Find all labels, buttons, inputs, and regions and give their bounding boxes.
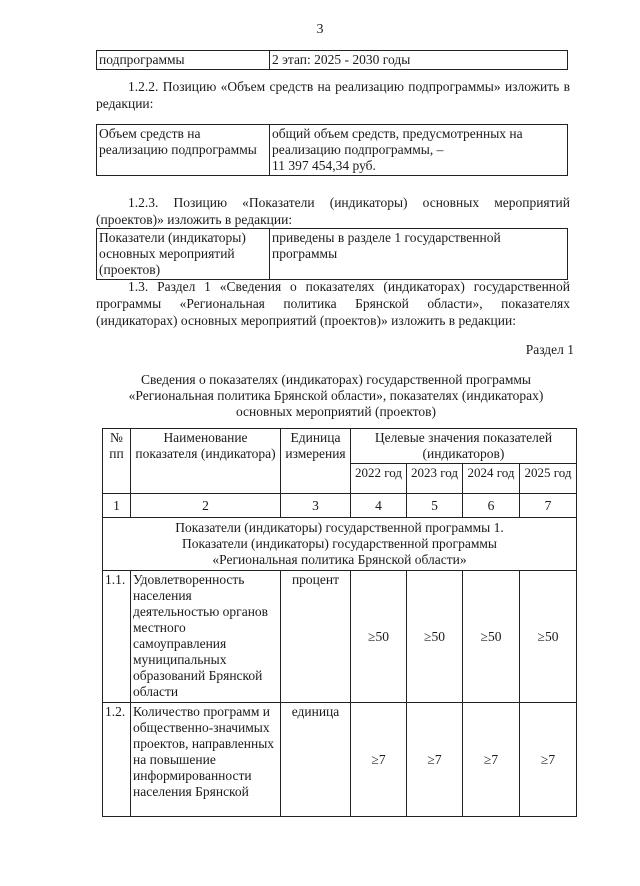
col-number-4: 4 bbox=[351, 494, 407, 518]
row-value-2025: ≥7 bbox=[520, 703, 577, 817]
group-row: Показатели (индикаторы) государственной программы 1. Показатели (индикаторы) государственной программы «Региональная политика Брянской области» bbox=[103, 518, 577, 571]
table-indicators bbox=[96, 228, 568, 280]
page-number: 3 bbox=[316, 22, 324, 37]
row-unit: процент bbox=[281, 571, 351, 703]
header-unit: Единица измерения bbox=[281, 429, 351, 494]
table-funds-value-text: общий объем средств, предусмотренных на реализацию подпрограммы, – bbox=[272, 126, 523, 157]
row-value-2023: ≥7 bbox=[407, 703, 463, 817]
header-target: Целевые значения показателей (индикаторов) bbox=[351, 429, 577, 464]
header-year-2025: 2025 год bbox=[520, 464, 577, 494]
row-value-2022: ≥7 bbox=[351, 703, 407, 817]
table-funds-label: Объем средств на реализацию подпрограммы bbox=[97, 125, 270, 176]
header-num: № пп bbox=[103, 429, 131, 494]
col-number-3: 3 bbox=[281, 494, 351, 518]
col-number-6: 6 bbox=[463, 494, 520, 518]
col-number-2: 2 bbox=[131, 494, 281, 518]
table-funds bbox=[96, 124, 568, 176]
table-stage bbox=[96, 50, 568, 70]
row-value-2022: ≥50 bbox=[351, 571, 407, 703]
row-value-2024: ≥7 bbox=[463, 703, 520, 817]
table-funds-value bbox=[270, 125, 568, 176]
header-name: Наименование показателя (индикатора) bbox=[131, 429, 281, 494]
paragraph-1-3: 1.3. Раздел 1 «Сведения о показателях (индикаторах) государственной программы «Региональная политика Брянской области», показателях (индикаторах) основных мероприятий (проектов)» изложить в редакции: bbox=[96, 279, 570, 328]
table-stage-label: подпрограммы bbox=[97, 51, 270, 70]
indicators-table bbox=[102, 428, 577, 817]
paragraph-1-2-3: 1.2.3. Позицию «Показатели (индикаторы) основных мероприятий (проектов)» изложить в редакции: bbox=[96, 195, 570, 227]
table-indicators-value: приведены в разделе 1 государственной программы bbox=[270, 229, 568, 280]
row-num: 1.1. bbox=[103, 571, 131, 703]
row-value-2023: ≥50 bbox=[407, 571, 463, 703]
paragraph-1-2-2: 1.2.2. Позицию «Объем средств на реализацию подпрограммы» изложить в редакции: bbox=[96, 79, 570, 111]
row-unit: единица bbox=[281, 703, 351, 817]
row-value-2025: ≥50 bbox=[520, 571, 577, 703]
header-year-2023: 2023 год bbox=[407, 464, 463, 494]
row-name: Количество программ и общественно-значимых проектов, направленных на повышение информированности населения Брянской bbox=[131, 703, 281, 817]
table-row bbox=[103, 703, 577, 817]
table-funds-amount: 11 397 454,34 руб. bbox=[272, 158, 376, 173]
col-number-7: 7 bbox=[520, 494, 577, 518]
table-stage-value: 2 этап: 2025 - 2030 годы bbox=[270, 51, 568, 70]
header-year-2024: 2024 год bbox=[463, 464, 520, 494]
table-indicators-label: Показатели (индикаторы) основных мероприятий (проектов) bbox=[97, 229, 270, 280]
row-value-2024: ≥50 bbox=[463, 571, 520, 703]
header-year-2022: 2022 год bbox=[351, 464, 407, 494]
section-label: Раздел 1 bbox=[525, 342, 574, 357]
row-num: 1.2. bbox=[103, 703, 131, 817]
section-title: Сведения о показателях (индикаторах) государственной программы «Региональная политика Брянской области», показателях (индикаторах) основных мероприятий (проектов) bbox=[128, 372, 544, 419]
row-name: Удовлетворенность населения деятельностью органов местного самоуправления муниципальных образований Брянской области bbox=[131, 571, 281, 703]
col-number-1: 1 bbox=[103, 494, 131, 518]
table-row bbox=[103, 571, 577, 703]
col-number-5: 5 bbox=[407, 494, 463, 518]
